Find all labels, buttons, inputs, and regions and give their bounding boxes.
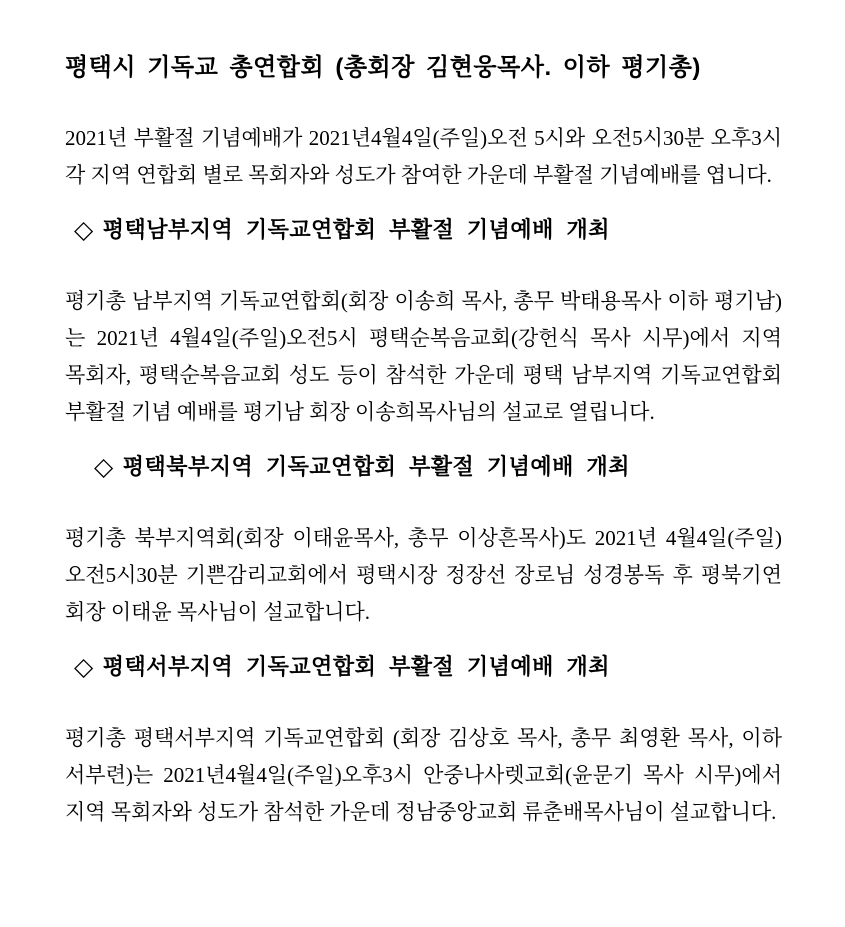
intro-paragraph: 2021년 부활절 기념예배가 2021년4월4일(주일)오전 5시와 오전5시30분 오후3시 각 지역 연합회 별로 목회자와 성도가 참여한 가운데 부활절 기념예배를 엽니다. — [65, 126, 782, 187]
section-paragraph-north: 평기총 북부지역회(회장 이태윤목사, 총무 이상흔목사)도 2021년 4월4일(주일) 오전5시30분 기쁜감리교회에서 평택시장 정장선 장로님 성경봉독 후 평북기연 회장 이태윤 목사님이 설교합니다. — [65, 526, 782, 624]
section-heading-north-label: 평택북부지역 기독교연합회 부활절 기념예배 개최 — [122, 454, 630, 479]
section-paragraph-south: 평기총 남부지역 기독교연합회(회장 이송희 목사, 총무 박태용목사 이하 평기남)는 2021년 4월4일(주일)오전5시 평택순복음교회(강헌식 목사 시무)에서 지역 목회자, 평택순복음교회 성도 등이 참석한 가운데 평택 남부지역 기독교연합회 부활절 기념 예배를 평기남 회장 이송희목사님의 설교로 열립니다. — [65, 289, 782, 424]
document-title: 평택시 기독교 총연합회 (총회장 김현웅목사. 이하 평기총) — [65, 54, 701, 81]
section-heading-west-label: 평택서부지역 기독교연합회 부활절 기념예배 개최 — [102, 654, 610, 679]
section-heading-south — [65, 215, 782, 245]
section-heading-south-label: 평택남부지역 기독교연합회 부활절 기념예배 개최 — [102, 217, 610, 242]
section-heading-north — [65, 452, 782, 482]
diamond-bullet-icon: ◇ — [74, 653, 94, 681]
diamond-bullet-icon: ◇ — [74, 216, 94, 244]
diamond-bullet-icon: ◇ — [94, 453, 114, 481]
section-heading-west — [65, 652, 782, 682]
section-paragraph-west: 평기총 평택서부지역 기독교연합회 (회장 김상호 목사, 총무 최영환 목사, 이하 서부련)는 2021년4월4일(주일)오후3시 안중나사렛교회(윤문기 목사 시무)에서 지역 목회자와 성도가 참석한 가운데 정남중앙교회 류춘배목사님이 설교합니다. — [65, 726, 782, 824]
